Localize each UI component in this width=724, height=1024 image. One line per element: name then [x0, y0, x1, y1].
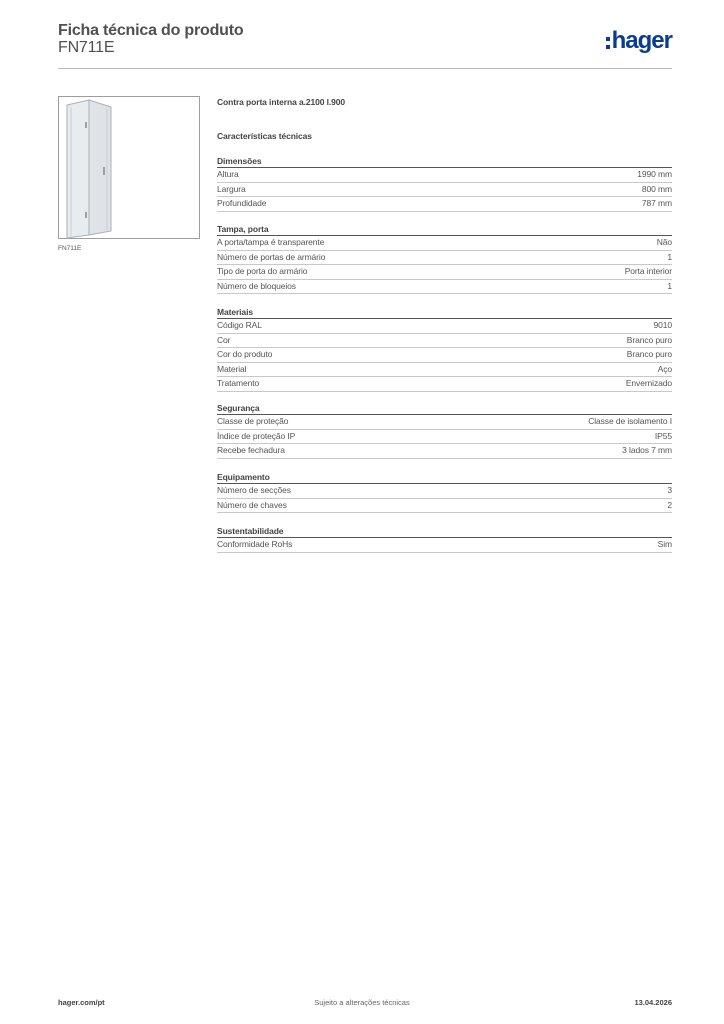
page-title: Ficha técnica do produto — [58, 22, 244, 39]
table-row: Número de secções 3 — [217, 484, 672, 499]
product-description: Contra porta interna a.2100 l.900 — [217, 97, 346, 107]
table-row: Recebe fechadura 3 lados 7 mm — [217, 444, 672, 459]
table-row: Material Aço — [217, 363, 672, 378]
section-title: Dimensões — [217, 155, 672, 168]
product-image-frame — [58, 96, 200, 239]
footer-website: hager.com/pt — [58, 998, 105, 1007]
table-row: Classe de proteção Classe de isolamento I — [217, 415, 672, 430]
section-seguranca — [217, 402, 672, 459]
table-row: Número de bloqueios 1 — [217, 280, 672, 295]
table-row: Número de portas de armário 1 — [217, 251, 672, 266]
hager-logo — [606, 26, 672, 56]
product-code: FN711E — [58, 39, 115, 56]
table-row: Tratamento Envernizado — [217, 377, 672, 392]
table-row: A porta/tampa é transparente Não — [217, 236, 672, 251]
logo-text: hager — [611, 27, 672, 54]
table-row: Conformidade RoHs Sim — [217, 538, 672, 553]
table-row: Largura 800 mm — [217, 183, 672, 198]
table-row: Código RAL 9010 — [217, 319, 672, 334]
table-row: Cor Branco puro — [217, 334, 672, 349]
tech-characteristics-title: Características técnicas — [217, 131, 312, 141]
section-title: Segurança — [217, 402, 672, 415]
footer-note: Sujeito a alterações técnicas — [314, 998, 410, 1007]
section-sustentabilidade — [217, 525, 672, 553]
section-dimensoes — [217, 155, 672, 212]
logo-dots-icon — [606, 37, 610, 49]
product-image-caption: FN711E — [58, 245, 82, 252]
table-row: Profundidade 787 mm — [217, 197, 672, 212]
footer-date: 13.04.2026 — [634, 998, 672, 1007]
cabinet-door-icon — [59, 97, 201, 240]
table-row: Cor do produto Branco puro — [217, 348, 672, 363]
table-row: Altura 1990 mm — [217, 168, 672, 183]
section-title: Tampa, porta — [217, 223, 672, 236]
header-divider — [58, 68, 672, 69]
table-row: Número de chaves 2 — [217, 499, 672, 514]
section-materiais — [217, 306, 672, 392]
section-title: Equipamento — [217, 471, 672, 484]
table-row: Índice de proteção IP IP55 — [217, 430, 672, 445]
section-equipamento — [217, 471, 672, 513]
table-row: Tipo de porta do armário Porta interior — [217, 265, 672, 280]
section-tampa-porta — [217, 223, 672, 294]
section-title: Materiais — [217, 306, 672, 319]
section-title: Sustentabilidade — [217, 525, 672, 538]
